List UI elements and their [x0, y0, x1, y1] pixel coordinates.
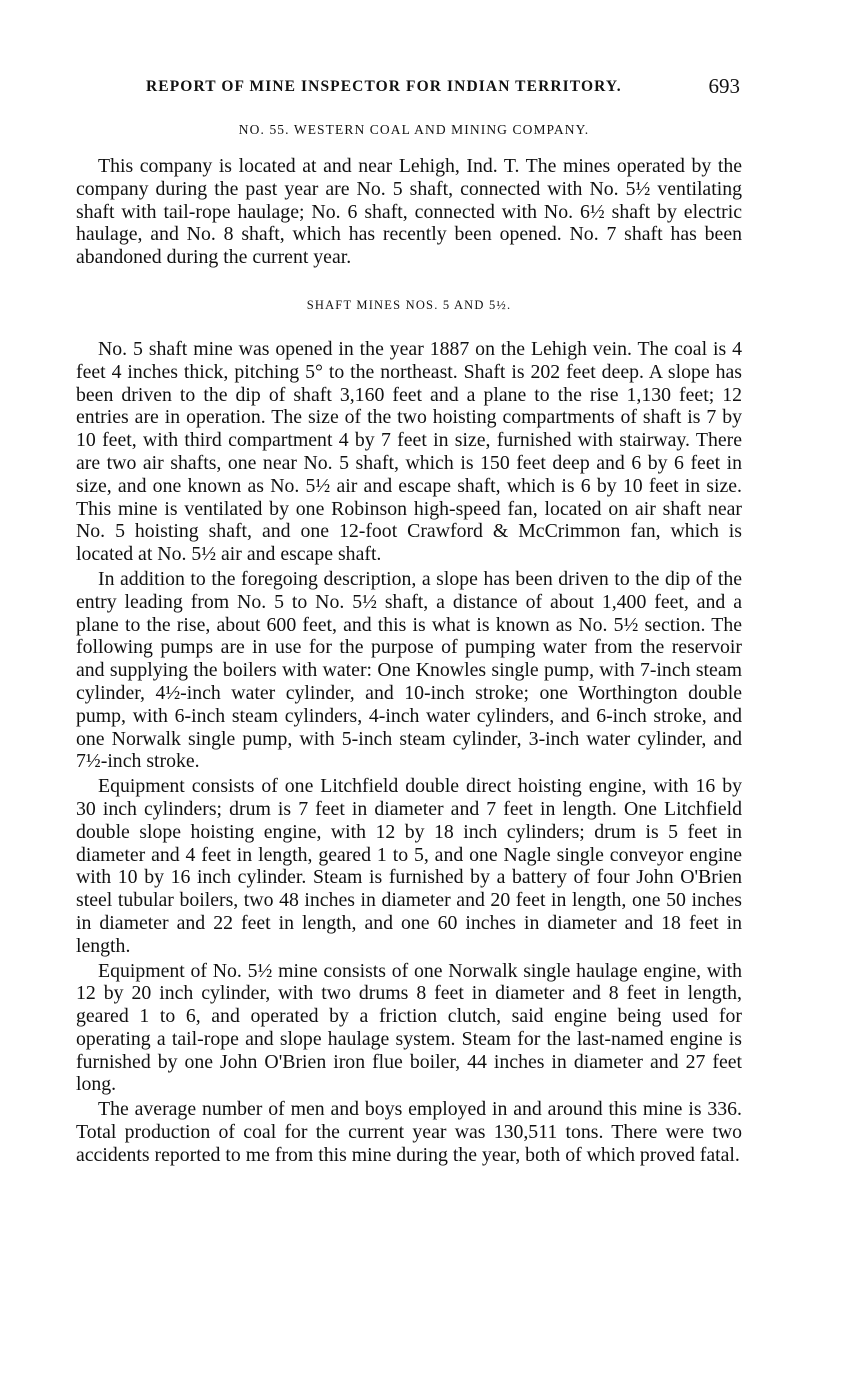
company-heading: NO. 55. WESTERN COAL AND MINING COMPANY.: [238, 122, 590, 137]
body-paragraph: Equipment of No. 5½ mine consists of one Norwalk single haulage engine, with 12 by 20 inch cylinder, with two drums 8 feet in diameter and 8 feet in length, geared 1 to 6, and operated by a friction clutch, said engine being used for operating a tail-rope and slope haulage system. Steam for the last-named engine is furnished by one John O'Brien iron flue boiler, 44 inches in diameter and 27 feet long.: [76, 959, 742, 1096]
intro-paragraph: This company is located at and near Lehigh, Ind. T. The mines operated by the company during the past year are No. 5 shaft, connected with No. 5½ ventilating shaft with tail-rope haulage; No. 6 shaft, connected with No. 6½ shaft by electric haulage, and No. 8 shaft, which has recently been opened. No. 7 shaft has been abandoned during the current year.: [76, 155, 742, 269]
body-paragraph: The average number of men and boys employed in and around this mine is 336. Total production of coal for the current year was 130,511 tons. There were two accidents reported to me from this mine during the year, both of which proved fatal.: [76, 1098, 742, 1166]
section-body: [76, 338, 742, 1167]
document-page: [76, 74, 742, 1167]
running-head: [76, 74, 742, 102]
body-paragraph: No. 5 shaft mine was opened in the year 1887 on the Lehigh vein. The coal is 4 feet 4 inches thick, pitching 5° to the northeast. Shaft is 202 feet deep. A slope has been driven to the dip of shaft 3,160 feet and a plane to the rise 1,130 feet; 12 entries are in operation. The size of the two hoisting compartments of shaft is 7 by 10 feet, with third compartment 4 by 7 feet in size, furnished with stairway. There are two air shafts, one near No. 5 shaft, which is 150 feet deep and 6 by 6 feet in size, and one known as No. 5½ air and escape shaft, which is 6 by 10 feet in size. This mine is ventilated by one Robinson high-speed fan, located on air shaft near No. 5 hoisting shaft, and one 12-foot Crawford & McCrimmon fan, which is located at No. 5½ air and escape shaft.: [76, 337, 742, 566]
body-paragraph: Equipment consists of one Litchfield double direct hoisting engine, with 16 by 30 inch cylinders; drum is 7 feet in diameter and 7 feet in length. One Litchfield double slope hoisting engine, with 12 by 18 inch cylinders; drum is 5 feet in diameter and 4 feet in length, geared 1 to 5, and one Nagle single conveyor engine with 10 by 16 inch cylinder. Steam is furnished by a battery of four John O'Brien steel tubular boilers, two 48 inches in diameter and 20 feet in length, one 50 inches in diameter and 22 feet in length, and one 60 inches in diameter and 18 feet in length.: [76, 775, 742, 957]
section-heading: SHAFT MINES NOS. 5 AND 5½.: [306, 297, 512, 312]
page-number: 693: [708, 74, 740, 98]
running-title: REPORT OF MINE INSPECTOR FOR INDIAN TERRITORY.: [146, 78, 622, 95]
body-paragraph: In addition to the foregoing description, a slope has been driven to the dip of the entry leading from No. 5 to No. 5½ shaft, a distance of about 1,400 feet, and a plane to the rise, about 600 feet, and this is what is known as No. 5½ section. The following pumps are in use for the purpose of pumping water from the reservoir and supplying the boilers with water: One Knowles single pump, with 7-inch steam cylinder, 4½-inch water cylinder, and 10-inch stroke; one Worthington double pump, with 6-inch steam cylinders, 4-inch water cylinders, and 6-inch stroke, and one Norwalk single pump, with 5-inch steam cylinder, 3-inch water cylinder, and 7½-inch stroke.: [76, 567, 742, 773]
